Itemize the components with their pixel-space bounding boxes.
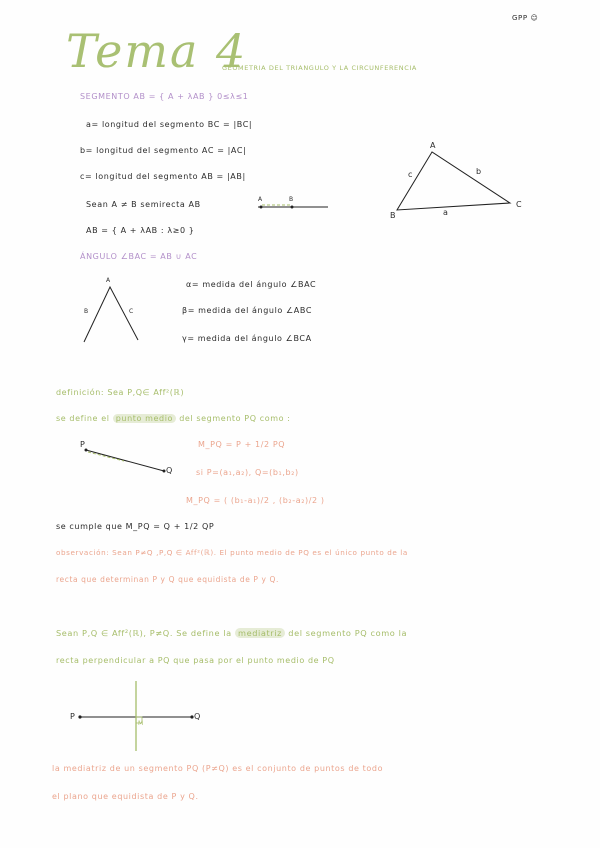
angle-vertex-a: A — [106, 277, 111, 284]
midpoint-point-q: Q — [166, 466, 173, 475]
ray-definition: AB = { A + λAB : λ≥0 } — [86, 226, 195, 235]
bisector-midpoint-label: M — [138, 720, 144, 727]
bisector-highlight: mediatriz — [235, 628, 285, 638]
beta-definition: β= medida del ángulo ∠ABC — [182, 306, 313, 315]
midpoint-point-p: P — [80, 440, 86, 449]
ray-point-a: A — [258, 196, 263, 203]
midpoint-highlight: punto medio — [113, 414, 176, 423]
midpoint-formula-2: si P=(a₁,a₂), Q=(b₁,b₂) — [196, 468, 299, 477]
page-title: Tema 4 — [66, 24, 248, 78]
angle-point-b: B — [84, 308, 89, 315]
bisector-note-line1: la mediatriz de un segmento PQ (P≠Q) es el conjunto de puntos de todo — [52, 764, 384, 773]
angle-heading: ÁNGULO ∠BAC = AB ∪ AC — [80, 252, 198, 261]
triangle-side-c: c — [408, 170, 413, 179]
midpoint-formula-1: M_PQ = P + 1/2 PQ — [198, 440, 286, 449]
midpoint-observation-line2: recta que determinan P y Q que equidista de P y Q. — [56, 575, 280, 584]
alpha-definition: α= medida del ángulo ∠BAC — [186, 280, 317, 289]
midpoint-observation-line1: observación: Sean P≠Q ,P,Q ∈ Aff²(ℝ). El punto medio de PQ es el único punto de la — [56, 548, 408, 557]
page-subtitle: GEOMETRIA DEL TRIANGULO Y LA CIRCUNFERENCIA — [222, 64, 417, 72]
midpoint-formula-3: M_PQ = ( (b₁-a₁)/2 , (b₂-a₂)/2 ) — [186, 496, 325, 505]
midpoint-formula-4: se cumple que M_PQ = Q + 1/2 QP — [56, 522, 215, 531]
triangle-vertex-c: C — [516, 200, 523, 209]
bisector-point-p: P — [70, 712, 76, 721]
triangle-vertex-b: B — [390, 211, 397, 220]
side-a-definition: a= longitud del segmento BC = |BC| — [86, 120, 253, 129]
triangle-side-b: b — [476, 167, 482, 176]
angle-point-c: C — [129, 308, 134, 315]
side-c-definition: c= longitud del segmento AB = |AB| — [80, 172, 246, 181]
bisector-definition-line2: recta perpendicular a PQ que pasa por el punto medio de PQ — [56, 656, 335, 665]
side-b-definition: b= longitud del segmento AC = |AC| — [80, 146, 247, 155]
midpoint-sentence-pre: se define el — [56, 414, 110, 423]
segment-definition: SEGMENTO AB = { A + λAB } 0≤λ≤1 — [80, 92, 249, 101]
triangle-vertex-a: A — [430, 141, 437, 150]
bisector-note-line2: el plano que equidista de P y Q. — [52, 792, 199, 801]
ray-intro: Sean A ≠ B semirecta AB — [86, 200, 201, 209]
midpoint-sentence-post: del segmento PQ como : — [179, 414, 291, 423]
ray-point-b: B — [289, 196, 294, 203]
gamma-definition: γ= medida del ángulo ∠BCA — [182, 334, 312, 343]
midpoint-definition: definición: Sea P,Q∈ Aff²(ℝ) — [56, 388, 185, 397]
bisector-line1-post: del segmento PQ como la — [288, 628, 408, 638]
triangle-side-a: a — [443, 208, 449, 217]
bisector-line1-pre: Sean P,Q ∈ Aff²(ℝ), P≠Q. Se define la — [56, 628, 232, 638]
page-corner-note: GPP ☺ — [512, 14, 539, 22]
bisector-point-q: Q — [194, 712, 201, 721]
